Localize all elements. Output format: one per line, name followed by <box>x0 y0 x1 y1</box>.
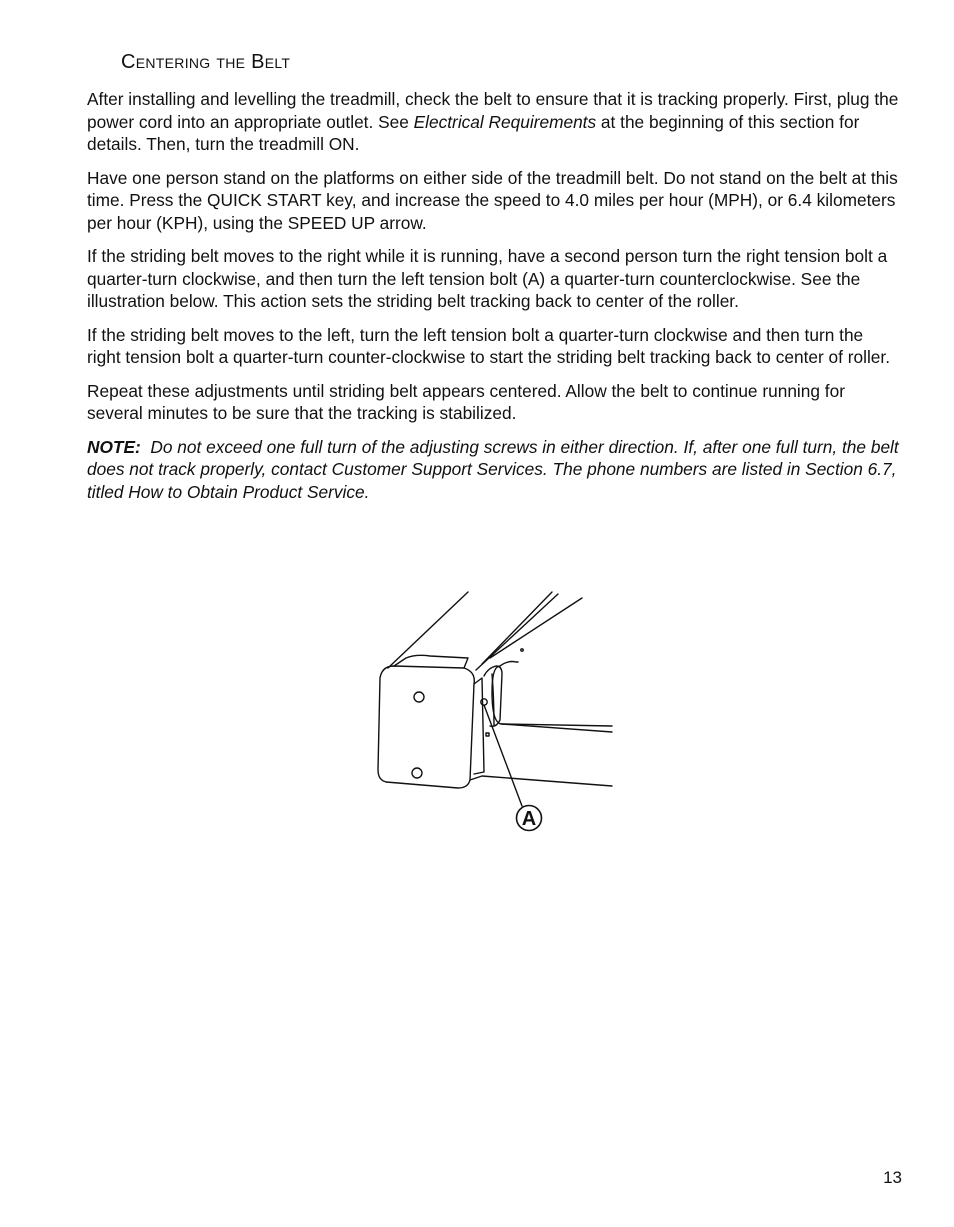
end-cap-hole-lower <box>412 768 422 778</box>
paragraph-setup: Have one person stand on the platforms on either side of the treadmill belt. Do not stand on the belt at this time. Press the QUICK START key, and increase the speed to 4.0 miles per hour (MPH), or 6.4 kilometers per hour (KPH), using the SPEED UP arrow. <box>87 167 898 233</box>
paragraph-repeat: Repeat these adjustments until striding belt appears centered. Allow the belt to continue running for several minutes to be sure that the tracking is stabilized. <box>87 380 845 424</box>
deck-edge-inner <box>482 592 552 664</box>
paragraph-belt-right: If the striding belt moves to the right while it is running, have a second person turn the right tension bolt a quarter-turn clockwise, and then turn the left tension bolt (A) a quarter-turn counterclockwise. See the illustration below. This action sets the striding belt tracking back to center of the roller. <box>87 246 888 312</box>
section-body <box>87 88 899 514</box>
bracket-side <box>474 678 484 774</box>
callout-leader-line <box>484 705 522 806</box>
roller-lower-edge <box>492 666 612 732</box>
bracket-screw <box>486 733 489 736</box>
end-cap-hole-upper <box>414 692 424 702</box>
deck-marker <box>521 649 523 651</box>
page-number: 13 <box>883 1168 902 1187</box>
paragraph-intro-before: After installing and levelling the treadmill, check the belt to ensure that it is tracking properly. First, plug the power cord into an appropriate outlet. See <box>87 89 899 132</box>
end-cap <box>378 666 474 788</box>
callout-label: A <box>521 808 537 830</box>
tension-bolt <box>481 699 487 705</box>
frame-rail-edge <box>388 592 468 668</box>
roller-top <box>500 662 518 667</box>
tension-bolt-illustration <box>370 588 620 838</box>
paragraph-intro <box>87 88 899 156</box>
deck-edge-outer <box>476 594 558 670</box>
section-heading: Centering the Belt <box>121 51 291 73</box>
note <box>87 436 899 504</box>
paragraph-intro-after: at the beginning of this section for details. Then, turn the treadmill ON. <box>87 111 860 155</box>
electrical-requirements-reference: Electrical Requirements <box>413 111 597 132</box>
note-text: Do not exceed one full turn of the adjusting screws in either direction. If, after one full turn, the belt does not track properly, contact Customer Support Services. The phone numbers are listed in Section 6.7, titled How to Obtain Product Service. <box>87 436 899 502</box>
deck-edge-right <box>490 598 582 658</box>
paragraph-belt-left: If the striding belt moves to the left, turn the left tension bolt a quarter-turn clockwise and then turn the right tension bolt a quarter-turn counter-clockwise to start the striding belt tracking back to center of roller. <box>87 324 891 368</box>
frame-bottom-edge <box>470 776 612 786</box>
note-label: NOTE: <box>87 436 141 457</box>
